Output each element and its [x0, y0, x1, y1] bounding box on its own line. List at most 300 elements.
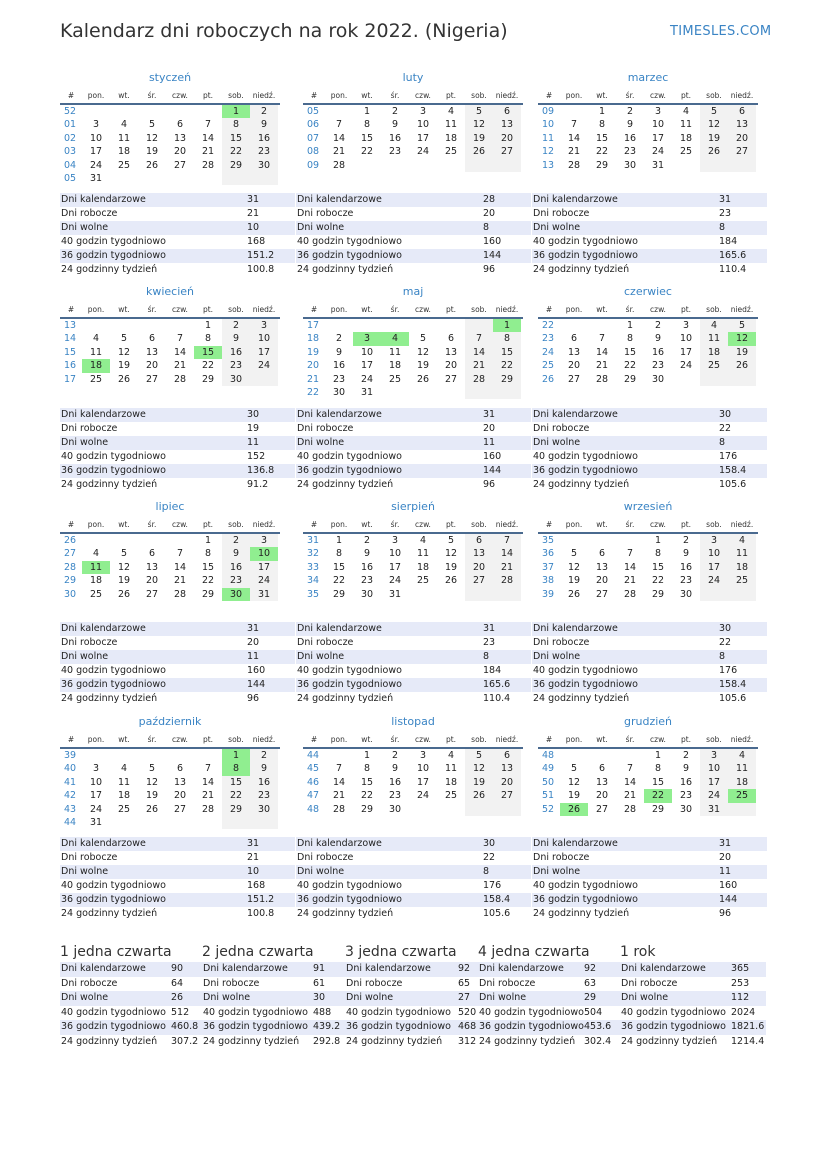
weekday-label: #: [67, 735, 75, 744]
stat-row: [532, 450, 767, 464]
stat-row: [296, 478, 531, 492]
week-number: 26: [542, 373, 555, 385]
day-cell: 27: [444, 373, 458, 385]
stat-label: Dni wolne: [61, 866, 109, 877]
stat-value: 184: [483, 665, 502, 676]
weekday-label: pon.: [565, 91, 583, 100]
day-cell: 20: [493, 132, 521, 145]
stat-label: 40 godzin tygodniowo: [297, 236, 402, 247]
stat-row: [478, 1020, 620, 1035]
stat-value: 20: [247, 637, 260, 648]
day-cell: 13: [145, 561, 159, 573]
day-cell: 26: [145, 803, 159, 815]
weekday-label: czw.: [172, 520, 188, 529]
week-number: 33: [307, 561, 320, 573]
stat-row: [620, 977, 766, 992]
week-number: 29: [64, 575, 77, 587]
stat-value: 63: [584, 977, 597, 989]
day-cell: 26: [416, 373, 430, 385]
day-cell: 16: [332, 360, 346, 372]
weekday-header: [538, 733, 758, 749]
stat-value: 61: [313, 977, 326, 989]
day-cell: 5: [419, 333, 427, 345]
month-stats: [60, 408, 295, 492]
week-row: [538, 132, 758, 145]
week-row: [303, 132, 523, 145]
weekday-label: czw.: [172, 305, 188, 314]
day-cell: 19: [145, 790, 159, 802]
day-cell: 2: [626, 106, 634, 117]
month-calendar: [538, 285, 758, 386]
stat-value: 30: [247, 409, 260, 420]
stat-label: Dni robocze: [533, 637, 590, 648]
week-row: [60, 574, 280, 587]
stat-value: 100.8: [247, 264, 275, 275]
stat-row: [296, 422, 531, 436]
weekday-label: śr.: [625, 520, 635, 529]
day-cell: 26: [465, 145, 493, 158]
day-cell: 30: [623, 159, 637, 171]
stat-label: Dni wolne: [61, 992, 109, 1004]
stat-row: [296, 650, 531, 664]
stat-label: 40 godzin tygodniowo: [61, 665, 166, 676]
day-cell: 7: [176, 333, 184, 345]
day-cell: 7: [626, 763, 634, 775]
day-cell: [250, 816, 278, 829]
page-title: Kalendarz dni roboczych na rok 2022. (Nigeria): [60, 20, 508, 42]
stat-label: Dni wolne: [533, 651, 581, 662]
stat-row: [296, 193, 531, 207]
stat-value: 8: [719, 222, 726, 233]
week-row: [60, 132, 280, 145]
weekday-label: niedź.: [495, 91, 519, 100]
stat-value: 105.6: [719, 479, 747, 490]
weekday-label: pon.: [330, 91, 348, 100]
day-cell: 28: [623, 588, 637, 600]
stat-value: 152: [247, 451, 266, 462]
day-cell: 10: [360, 346, 374, 358]
week-row: [538, 547, 758, 560]
stat-label: 36 godzin tygodniowo: [297, 679, 402, 690]
weekday-header: [60, 733, 280, 749]
day-cell: [700, 159, 728, 172]
weekday-label: pon.: [330, 735, 348, 744]
day-cell: 5: [700, 105, 728, 118]
stat-label: 40 godzin tygodniowo: [61, 1006, 166, 1018]
day-cell: [222, 816, 250, 829]
stat-row: [620, 1020, 766, 1035]
week-number: 06: [307, 119, 320, 131]
quarter-stats: [620, 962, 766, 1050]
stat-row: [60, 636, 295, 650]
day-cell: 16: [222, 561, 250, 574]
stat-value: 144: [247, 679, 266, 690]
day-cell: 27: [493, 145, 521, 158]
day-cell: 24: [89, 159, 103, 171]
week-row: [538, 105, 758, 118]
day-cell: 6: [148, 333, 156, 345]
day-cell: [672, 159, 700, 172]
day-cell: 8: [204, 548, 212, 560]
stat-row: [202, 962, 345, 977]
day-cell: [138, 749, 166, 762]
day-cell: 19: [416, 360, 430, 372]
stat-row: [60, 207, 295, 221]
stat-label: 36 godzin tygodniowo: [61, 250, 166, 261]
week-number: 07: [307, 132, 320, 144]
weekday-label: sob.: [471, 735, 487, 744]
day-cell: 22: [623, 360, 637, 372]
week-number: 03: [64, 146, 77, 158]
day-cell: 12: [567, 776, 581, 788]
weekday-label: pon.: [87, 735, 105, 744]
weekday-label: pt.: [680, 91, 692, 100]
stat-value: 468: [458, 1021, 477, 1033]
day-cell: 21: [332, 790, 346, 802]
day-cell: [437, 159, 465, 172]
month-stats: [296, 408, 531, 492]
day-cell: 10: [651, 119, 665, 131]
day-cell: 4: [92, 548, 100, 560]
day-cell: 14: [567, 132, 581, 144]
stat-label: 36 godzin tygodniowo: [533, 465, 638, 476]
stat-value: 307.2: [171, 1035, 199, 1047]
week-row: [60, 789, 280, 802]
day-cell: 20: [728, 132, 756, 145]
stat-label: 24 godzinny tydzień: [533, 908, 630, 919]
stat-label: 36 godzin tygodniowo: [61, 894, 166, 905]
day-cell: [465, 803, 493, 816]
day-cell: 13: [595, 776, 609, 788]
day-cell: 17: [651, 132, 665, 144]
weekday-label: #: [67, 305, 75, 314]
day-cell: 27: [728, 145, 756, 158]
day-cell: [166, 319, 194, 332]
stat-label: 24 godzinny tydzień: [297, 479, 394, 490]
stat-label: 24 godzinny tydzień: [533, 693, 630, 704]
stat-value: 158.4: [483, 894, 511, 905]
stat-label: 36 godzin tygodniowo: [297, 465, 402, 476]
stat-value: 144: [483, 465, 502, 476]
week-row: [538, 749, 758, 762]
day-cell: [616, 534, 644, 547]
day-cell: 16: [679, 561, 693, 573]
day-cell: [728, 159, 756, 172]
week-number: 49: [542, 763, 555, 775]
stat-value: 20: [483, 208, 496, 219]
stat-row: [296, 865, 531, 879]
weekday-header: [538, 518, 758, 534]
quarter-stats: [345, 962, 478, 1050]
stat-label: 40 godzin tygodniowo: [297, 880, 402, 891]
stat-value: 31: [247, 194, 260, 205]
day-cell: 7: [335, 763, 343, 775]
weekday-label: pon.: [87, 305, 105, 314]
day-cell: 23: [222, 359, 250, 372]
day-cell: 11: [416, 548, 430, 560]
day-cell: 7: [626, 548, 634, 560]
week-row: [303, 346, 523, 359]
stat-row: [296, 907, 531, 921]
week-row: [303, 373, 523, 386]
stat-row: [532, 478, 767, 492]
day-cell: 2: [222, 319, 250, 332]
day-cell: 20: [173, 146, 187, 158]
day-cell: 17: [388, 561, 402, 573]
day-cell: [166, 172, 194, 185]
weekday-label: pt.: [202, 520, 214, 529]
week-number: 36: [542, 548, 555, 560]
day-cell: [437, 319, 465, 332]
day-cell: 18: [89, 575, 103, 587]
stat-label: 36 godzin tygodniowo: [621, 1021, 726, 1033]
stat-value: 11: [483, 437, 496, 448]
stat-label: 40 godzin tygodniowo: [533, 665, 638, 676]
day-cell: [588, 319, 616, 332]
stat-label: Dni wolne: [346, 992, 394, 1004]
stat-row: [345, 962, 478, 977]
brand-link[interactable]: TIMESLES.COM: [670, 24, 772, 39]
day-cell: [700, 373, 728, 386]
day-cell: 6: [598, 763, 606, 775]
day-cell: 8: [222, 118, 250, 131]
weekday-label: niedź.: [495, 735, 519, 744]
stat-value: 30: [719, 623, 732, 634]
day-cell: 27: [145, 373, 159, 385]
day-cell: 18: [444, 776, 458, 788]
week-row: [60, 534, 280, 547]
week-number: 16: [64, 360, 77, 372]
day-cell: 15: [595, 132, 609, 144]
day-cell: 17: [700, 776, 728, 789]
stat-label: Dni kalendarzowe: [61, 194, 146, 205]
stat-label: Dni kalendarzowe: [621, 963, 706, 974]
stat-value: 144: [719, 894, 738, 905]
weekday-label: śr.: [390, 91, 400, 100]
week-row: [60, 159, 280, 172]
weekday-label: niedź.: [252, 520, 276, 529]
day-cell: 15: [651, 561, 665, 573]
weekday-label: niedź.: [252, 735, 276, 744]
day-cell: 30: [360, 588, 374, 600]
stat-value: 158.4: [719, 465, 747, 476]
day-cell: 15: [332, 561, 346, 573]
day-cell: 10: [416, 119, 430, 131]
stat-value: 91: [313, 963, 326, 974]
day-cell: [493, 386, 521, 399]
weekday-label: czw.: [650, 735, 666, 744]
day-cell: 24: [416, 790, 430, 802]
stat-value: 168: [247, 880, 266, 891]
day-cell: 6: [447, 333, 455, 345]
week-number: 32: [307, 548, 320, 560]
day-cell: 15: [201, 561, 215, 573]
day-cell: 7: [335, 119, 343, 131]
day-cell: 13: [595, 561, 609, 573]
week-row: [60, 359, 280, 372]
weekday-label: sob.: [228, 305, 244, 314]
day-cell: 7: [598, 333, 606, 345]
stat-value: 92: [458, 963, 471, 974]
stat-value: 11: [247, 437, 260, 448]
day-cell: 31: [388, 588, 402, 600]
weekday-label: wt.: [118, 91, 130, 100]
day-cell: 21: [493, 561, 521, 574]
stat-row: [202, 1035, 345, 1050]
stat-value: 90: [171, 963, 184, 974]
stat-value: 112: [731, 992, 750, 1004]
day-cell: [353, 159, 381, 172]
day-cell: 5: [120, 333, 128, 345]
day-cell: 13: [173, 776, 187, 788]
stat-value: 292.8: [313, 1035, 341, 1047]
day-cell: 29: [360, 803, 374, 815]
weekday-label: czw.: [172, 735, 188, 744]
weekday-label: pon.: [565, 735, 583, 744]
weekday-label: wt.: [118, 305, 130, 314]
day-cell: 21: [567, 146, 581, 158]
stat-value: 520: [458, 1006, 477, 1018]
stat-row: [345, 1006, 478, 1021]
stat-label: 24 godzinny tydzień: [533, 264, 630, 275]
weekday-label: #: [67, 520, 75, 529]
day-cell: 25: [89, 588, 103, 600]
day-cell: 4: [447, 750, 455, 761]
weekday-header: [303, 733, 523, 749]
stat-label: 36 godzin tygodniowo: [61, 465, 166, 476]
day-cell: 21: [173, 360, 187, 372]
stat-value: 22: [719, 423, 732, 434]
stat-value: 504: [584, 1006, 603, 1018]
stat-label: Dni wolne: [203, 992, 251, 1004]
stat-value: 460.8: [171, 1021, 199, 1033]
day-cell: 21: [201, 146, 215, 158]
weekday-label: niedź.: [730, 305, 754, 314]
month-stats: [60, 622, 295, 706]
day-cell: 20: [465, 561, 493, 574]
week-number: 11: [542, 132, 555, 144]
day-cell: 23: [388, 790, 402, 802]
day-cell: 2: [654, 320, 662, 331]
stat-value: 105.6: [719, 693, 747, 704]
day-cell: 24: [679, 360, 693, 372]
stat-row: [296, 879, 531, 893]
stat-value: 27: [458, 992, 471, 1004]
stat-label: 40 godzin tygodniowo: [297, 451, 402, 462]
weekday-label: pon.: [330, 305, 348, 314]
stat-value: 110.4: [483, 693, 511, 704]
day-cell: 12: [444, 548, 458, 560]
day-cell: 21: [623, 790, 637, 802]
stat-row: [60, 408, 295, 422]
weekday-header: [538, 89, 758, 105]
day-cell: [194, 105, 222, 118]
day-cell: 8: [335, 548, 343, 560]
day-cell: 13: [173, 132, 187, 144]
day-cell: 14: [173, 561, 187, 573]
stat-value: 65: [458, 977, 471, 989]
day-cell: [381, 159, 409, 172]
week-number: 39: [542, 588, 555, 600]
day-cell: 1: [654, 535, 662, 546]
stat-label: Dni robocze: [61, 423, 118, 434]
week-number: 52: [64, 106, 77, 117]
day-cell: 1: [654, 750, 662, 761]
stat-row: [345, 991, 478, 1006]
day-cell: 23: [388, 146, 402, 158]
day-cell: 11: [117, 776, 131, 788]
day-cell: [672, 373, 700, 386]
week-row: [303, 145, 523, 158]
day-cell: 22: [222, 789, 250, 802]
stat-row: [532, 207, 767, 221]
stat-row: [60, 464, 295, 478]
day-cell: 25: [728, 789, 756, 802]
weekday-label: pon.: [330, 520, 348, 529]
stat-row: [60, 991, 202, 1006]
stat-label: 24 godzinny tydzień: [61, 693, 158, 704]
week-number: 13: [64, 320, 77, 331]
day-cell: 6: [176, 763, 184, 775]
day-cell: 17: [679, 346, 693, 358]
stat-label: Dni kalendarzowe: [346, 963, 431, 974]
stat-label: Dni robocze: [297, 423, 354, 434]
week-number: 44: [307, 750, 320, 761]
month-name: marzec: [627, 71, 669, 84]
day-cell: 8: [626, 333, 634, 345]
day-cell: 27: [567, 373, 581, 385]
quarter-stats: [60, 962, 202, 1050]
weekday-label: niedź.: [730, 735, 754, 744]
quarter-title: 3 jedna czwarta: [345, 944, 457, 960]
week-number: 09: [542, 106, 555, 117]
stat-value: 160: [483, 236, 502, 247]
day-cell: [493, 588, 521, 601]
stat-value: 23: [483, 637, 496, 648]
stat-row: [532, 851, 767, 865]
month-calendar: [60, 71, 280, 185]
day-cell: 29: [201, 588, 215, 600]
stat-label: 40 godzin tygodniowo: [533, 236, 638, 247]
stat-row: [60, 478, 295, 492]
stat-label: 36 godzin tygodniowo: [61, 679, 166, 690]
week-number: 20: [307, 360, 320, 372]
day-cell: 11: [444, 119, 458, 131]
stat-value: 64: [171, 977, 184, 989]
day-cell: 18: [82, 359, 110, 372]
day-cell: 17: [700, 561, 728, 574]
stat-value: 30: [313, 992, 326, 1004]
day-cell: 12: [465, 118, 493, 131]
week-row: [60, 105, 280, 118]
day-cell: 1: [363, 750, 371, 761]
weekday-label: czw.: [650, 91, 666, 100]
stat-value: 30: [483, 838, 496, 849]
day-cell: 9: [682, 763, 690, 775]
day-cell: 15: [651, 776, 665, 788]
stat-row: [60, 436, 295, 450]
day-cell: 31: [651, 159, 665, 171]
day-cell: 16: [388, 132, 402, 144]
stat-label: Dni robocze: [533, 208, 590, 219]
stat-row: [60, 193, 295, 207]
day-cell: 9: [654, 333, 662, 345]
weekday-label: śr.: [390, 520, 400, 529]
weekday-label: wt.: [596, 305, 608, 314]
day-cell: 28: [173, 373, 187, 385]
stat-label: Dni wolne: [61, 222, 109, 233]
day-cell: 12: [728, 332, 756, 345]
